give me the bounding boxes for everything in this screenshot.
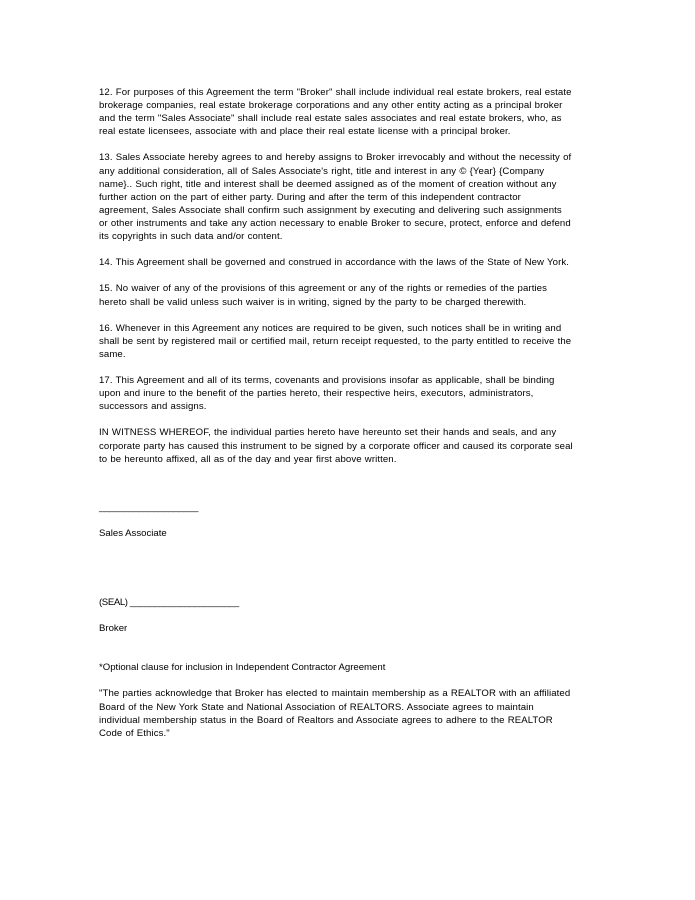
signature-line-broker: (SEAL) ______________________ xyxy=(99,597,239,608)
signature-line-sales-associate: ____________________ xyxy=(99,501,199,513)
clause-13: 13. Sales Associate hereby agrees to and hereby assigns to Broker irrevocably and without the necessity of any additional consideration, all of Sales Associate's right, title and interest in any © {Year} {Company name}.. Such right, title and interest shall be deemed assigned as of the moment of creation without any further action on the part of either party. During and after the term of this independent contractor agreement, Sales Associate shall confirm such assignment by executing and delivering such assignments or other instruments and take any action necessary to enable Broker to secure, protect, enforce and defend its copyrights in such data and/or content. xyxy=(99,152,572,243)
signature-block-broker xyxy=(99,596,573,635)
optional-clause-heading: *Optional clause for inclusion in Independent Contractor Agreement xyxy=(99,662,386,674)
clause-17: 17. This Agreement and all of its terms, covenants and provisions insofar as applicable, shall be binding upon and inure to the benefit of the parties hereto, their respective heirs, executors, administrators, successors and assigns. xyxy=(99,375,555,413)
signature-label-sales-associate: Sales Associate xyxy=(99,527,167,539)
signature-block-sales-associate xyxy=(99,501,573,540)
signature-label-broker: Broker xyxy=(99,623,128,635)
optional-clause-section xyxy=(99,661,573,740)
optional-clause-body: "The parties acknowledge that Broker has elected to maintain membership as a REALTOR with an affiliated Board of the New York State and National Association of REALTORS. Associate agrees to maintain individual membership status in the Board of Realtors and Associate agrees to adhere to the REALTOR Code of Ethics." xyxy=(99,688,571,739)
clause-14: 14. This Agreement shall be governed and construed in accordance with the laws of the State of New York. xyxy=(99,257,570,269)
document-body xyxy=(99,86,573,740)
clause-16: 16. Whenever in this Agreement any notices are required to be given, such notices shall be in writing and shall be sent by registered mail or certified mail, return receipt requested, to the party entitled to receive the same. xyxy=(99,322,572,360)
clause-15: 15. No waiver of any of the provisions of this agreement or any of the rights or remedies of the parties hereto shall be valid unless such waiver is in writing, signed by the party to be charged therewith. xyxy=(99,283,548,308)
clause-12: 12. For purposes of this Agreement the term "Broker" shall include individual real estate brokers, real estate brokerage companies, real estate brokerage corporations and any other entity acting as a principal broker and the term "Sales Associate" shall include real estate sales associates and real estate brokers, who, as real estate licensees, associate with and place their real estate license with a principal broker. xyxy=(99,87,572,138)
witness-clause: IN WITNESS WHEREOF, the individual parties hereto have hereunto set their hands and seals, and any corporate party has caused this instrument to be signed by a corporate officer and caused its corporate seal to be hereunto affixed, all as of the day and year first above written. xyxy=(99,427,573,465)
